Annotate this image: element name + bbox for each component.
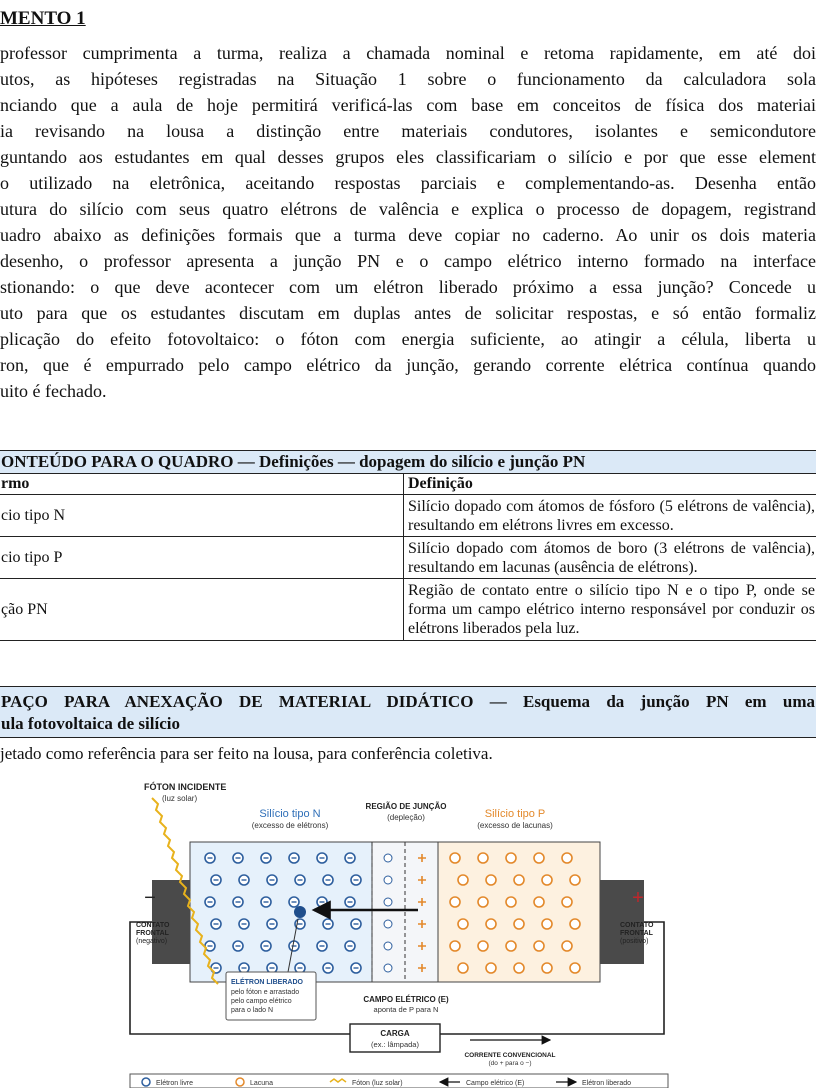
paragraph-line: plicação do efeito fotovoltaico: o fóton com energia suficiente, ao atingir a célula, liberta u bbox=[0, 329, 816, 349]
left-contact-label: CONTATO bbox=[136, 922, 170, 929]
load-title: CARGA bbox=[380, 1029, 410, 1038]
free-electron bbox=[289, 853, 299, 863]
left-contact-label: (negativo) bbox=[136, 938, 168, 945]
definitions-table bbox=[0, 450, 816, 641]
section-title-line: PAÇO PARA ANEXAÇÃO DE MATERIAL DIDÁTICO — Esquema da junção PN em uma bbox=[1, 692, 815, 711]
projection-note: jetado como referência para ser feito na lousa, para conferência coletiva. bbox=[0, 744, 493, 763]
free-electron bbox=[205, 853, 215, 863]
free-electron bbox=[345, 897, 355, 907]
hole bbox=[486, 919, 496, 929]
load-subtitle: (ex.: lâmpada) bbox=[371, 1040, 419, 1049]
free-electron bbox=[211, 875, 221, 885]
plus-sign: + bbox=[632, 887, 644, 909]
definition-cell: Silício dopado com átomos de fósforo (5 elétrons de valência), resultando em elétrons livres em excesso. bbox=[404, 495, 816, 537]
table-row bbox=[0, 537, 816, 579]
right-contact-label: FRONTAL bbox=[620, 930, 653, 937]
body-paragraph bbox=[0, 40, 816, 404]
hole bbox=[570, 875, 580, 885]
hole bbox=[562, 941, 572, 951]
electron-callout-text: ELÉTRON LIBERADO bbox=[231, 979, 303, 986]
hole bbox=[542, 919, 552, 929]
current-title: CORRENTE CONVENCIONAL bbox=[464, 1052, 556, 1059]
n-title: Silício tipo N bbox=[259, 808, 321, 820]
hole bbox=[514, 919, 524, 929]
section-title-line: ula fotovoltaica de silício bbox=[1, 714, 180, 733]
hole bbox=[450, 897, 460, 907]
hole bbox=[506, 941, 516, 951]
paragraph-line: professor cumprimenta a turma, realiza a chamada nominal e retoma rapidamente, em até doi bbox=[0, 43, 816, 63]
hole bbox=[506, 897, 516, 907]
negative-ion bbox=[384, 964, 392, 972]
free-electron bbox=[289, 897, 299, 907]
free-electron bbox=[233, 897, 243, 907]
junction-title: REGIÃO DE JUNÇÃO bbox=[365, 802, 447, 811]
term-cell: ção PN bbox=[0, 579, 404, 641]
free-electron bbox=[317, 941, 327, 951]
hole bbox=[534, 941, 544, 951]
free-electron bbox=[233, 941, 243, 951]
legend-item: Campo elétrico (E) bbox=[466, 1080, 525, 1087]
column-header-term: rmo bbox=[0, 474, 404, 495]
paragraph-line: nciando que a aula de hoje permitirá verificá-las com base em conceitos de física dos materiai bbox=[0, 95, 816, 115]
free-electron bbox=[205, 897, 215, 907]
legend-item: Elétron liberado bbox=[582, 1080, 632, 1087]
paragraph-line: uito é fechado. bbox=[0, 381, 107, 401]
attachment-section-header bbox=[0, 686, 816, 738]
hole bbox=[478, 853, 488, 863]
paragraph-line: ron, que é empurrado pelo campo elétrico da junção, gerando corrente elétrica contínua quando bbox=[0, 355, 816, 375]
paragraph-line: stionando: o que deve acontecer com um elétron liberado próximo a essa junção? Concede u bbox=[0, 277, 816, 297]
free-electron bbox=[351, 963, 361, 973]
negative-ion bbox=[384, 898, 392, 906]
hole bbox=[478, 897, 488, 907]
table-row bbox=[0, 579, 816, 641]
paragraph-line: uadro abaixo as definições formais que a turma deve copiar no caderno. Ao unir os dois materia bbox=[0, 225, 816, 245]
table-caption: ONTEÚDO PARA O QUADRO — Definições — dopagem do silício e junção PN bbox=[0, 451, 816, 474]
hole bbox=[486, 875, 496, 885]
hole bbox=[458, 919, 468, 929]
paragraph-line: utura do silício com seus quatro elétrons de valência e explica o processo de dopagem, registrand bbox=[0, 199, 816, 219]
hole bbox=[570, 919, 580, 929]
photon-title: FÓTON INCIDENTE bbox=[144, 782, 227, 792]
electron-callout-text: pelo campo elétrico bbox=[231, 998, 292, 1005]
free-electron bbox=[351, 875, 361, 885]
free-electron bbox=[267, 875, 277, 885]
free-electron bbox=[239, 875, 249, 885]
hole bbox=[506, 853, 516, 863]
left-contact-label: FRONTAL bbox=[136, 930, 169, 937]
paragraph-line: ia revisando na lousa a distinção entre materiais condutores, isolantes e semicondutore bbox=[0, 121, 816, 141]
right-contact-label: CONTATO bbox=[620, 922, 654, 929]
term-cell: cio tipo N bbox=[0, 495, 404, 537]
free-electron bbox=[345, 853, 355, 863]
hole bbox=[478, 941, 488, 951]
p-title: Silício tipo P bbox=[484, 808, 546, 820]
paragraph-line: o utilizado na eletrônica, aceitando respostas parciais e complementando-as. Desenha então bbox=[0, 173, 816, 193]
hole bbox=[514, 875, 524, 885]
free-electron bbox=[345, 941, 355, 951]
paragraph-line: uto para que os estudantes discutam em duplas antes de solicitar respostas, e só então formaliz bbox=[0, 303, 816, 323]
hole bbox=[542, 963, 552, 973]
definition-cell: Silício dopado com átomos de boro (3 elétrons de valência), resultando em lacunas (ausência de elétrons). bbox=[404, 537, 816, 579]
junction-subtitle: (depleção) bbox=[387, 813, 425, 822]
free-electron bbox=[351, 919, 361, 929]
hole bbox=[458, 875, 468, 885]
free-electron bbox=[317, 897, 327, 907]
current-subtitle: (do + para o −) bbox=[488, 1060, 532, 1067]
free-electron bbox=[323, 919, 333, 929]
negative-ion bbox=[384, 854, 392, 862]
legend-item: Elétron livre bbox=[156, 1080, 193, 1087]
p-subtitle: (excesso de lacunas) bbox=[477, 821, 553, 830]
field-title: CAMPO ELÉTRICO (E) bbox=[363, 995, 449, 1004]
hole bbox=[562, 897, 572, 907]
electron-callout-text: para o lado N bbox=[231, 1007, 274, 1014]
free-electron bbox=[239, 919, 249, 929]
electron-callout-text: pelo fóton e arrastado bbox=[231, 989, 300, 996]
free-electron bbox=[261, 897, 271, 907]
paragraph-line: utos, as hipóteses registradas na Situação 1 sobre o funcionamento da calculadora sola bbox=[0, 69, 816, 89]
liberated-electron bbox=[294, 906, 306, 918]
photon-subtitle: (luz solar) bbox=[162, 794, 198, 803]
negative-ion bbox=[384, 876, 392, 884]
free-electron bbox=[261, 941, 271, 951]
hole bbox=[458, 963, 468, 973]
free-electron bbox=[267, 919, 277, 929]
free-electron bbox=[323, 963, 333, 973]
hole bbox=[542, 875, 552, 885]
free-electron bbox=[317, 853, 327, 863]
negative-ion bbox=[384, 920, 392, 928]
hole bbox=[514, 963, 524, 973]
legend-item: Lacuna bbox=[250, 1080, 273, 1087]
minus-sign: − bbox=[144, 887, 156, 909]
p-region bbox=[438, 842, 600, 982]
hole bbox=[534, 897, 544, 907]
free-electron bbox=[233, 853, 243, 863]
hole bbox=[486, 963, 496, 973]
hole bbox=[534, 853, 544, 863]
n-region bbox=[190, 842, 372, 982]
field-subtitle: aponta de P para N bbox=[373, 1005, 439, 1014]
hole bbox=[570, 963, 580, 973]
free-electron bbox=[323, 875, 333, 885]
free-electron bbox=[261, 853, 271, 863]
pn-junction-diagram bbox=[100, 772, 700, 1088]
hole bbox=[450, 853, 460, 863]
term-cell: cio tipo P bbox=[0, 537, 404, 579]
legend-item: Fóton (luz solar) bbox=[352, 1080, 403, 1087]
table-row bbox=[0, 495, 816, 537]
paragraph-line: desenho, o professor apresenta a junção PN e o campo elétrico interno formado na interface bbox=[0, 251, 816, 271]
free-electron bbox=[295, 875, 305, 885]
n-subtitle: (excesso de elétrons) bbox=[251, 821, 329, 830]
negative-ion bbox=[384, 942, 392, 950]
free-electron bbox=[211, 919, 221, 929]
hole bbox=[562, 853, 572, 863]
definition-cell: Região de contato entre o silício tipo N e o tipo P, onde se forma um campo elétrico interno responsável por conduzir os elétrons liberados pela luz. bbox=[404, 579, 816, 641]
section-heading: MENTO 1 bbox=[0, 8, 86, 29]
hole bbox=[450, 941, 460, 951]
column-header-definition: Definição bbox=[404, 474, 816, 495]
right-contact-label: (positivo) bbox=[620, 938, 649, 945]
paragraph-line: guntando aos estudantes em qual desses grupos eles classificariam o silício e por que esse element bbox=[0, 147, 816, 167]
